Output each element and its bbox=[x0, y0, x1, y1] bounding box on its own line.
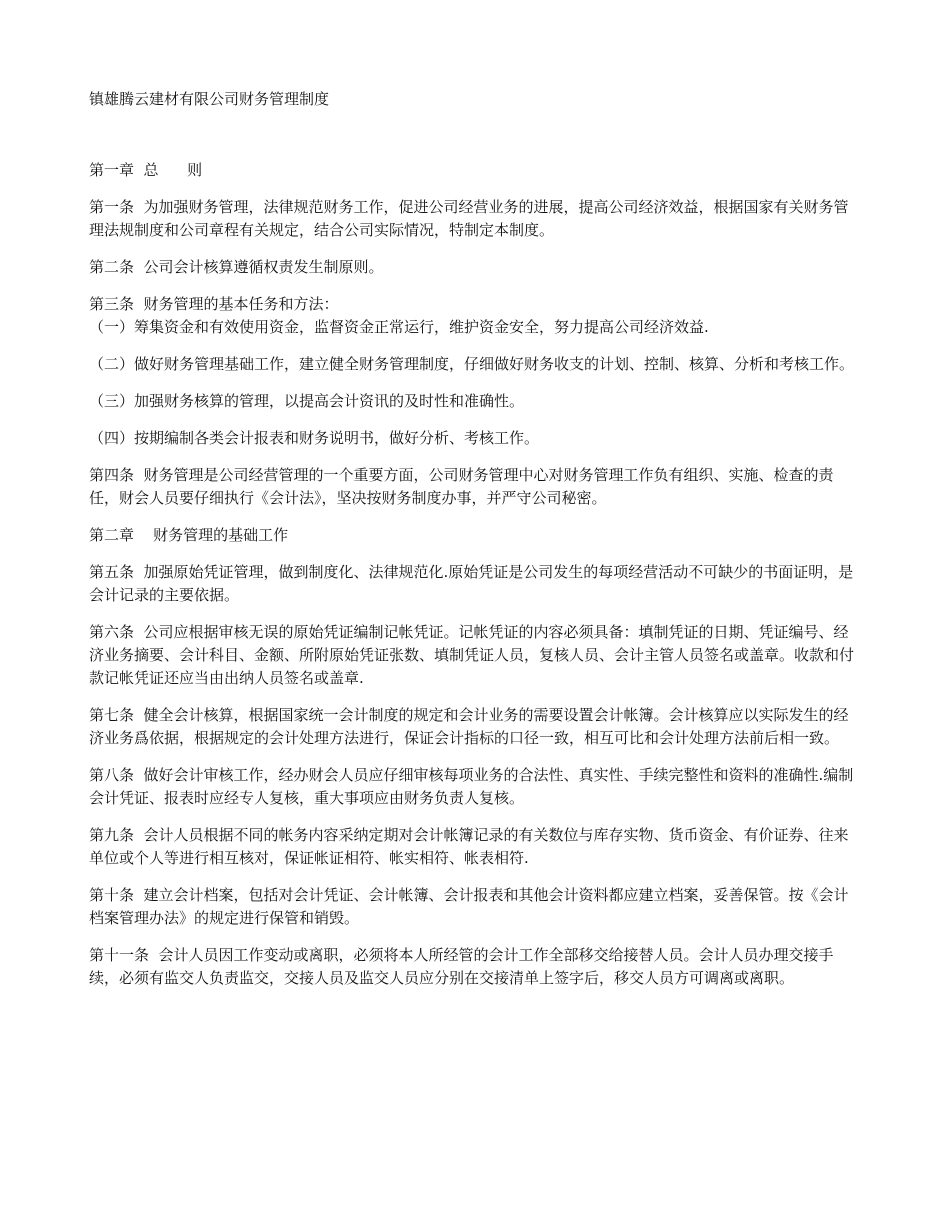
article-1: 第一条 为加强财务管理，法律规范财务工作，促进公司经营业务的进展，提高公司经济效益，根据国家有关财务管理法规制度和公司章程有关规定，结合公司实际情况，特制定本制度。 bbox=[89, 198, 849, 239]
document-title: 镇雄腾云建材有限公司财务管理制度 bbox=[89, 90, 330, 108]
document-page bbox=[89, 88, 859, 1004]
article-3-item-1: （一）筹集资金和有效使用资金，监督资金正常运行，维护资金安全，努力提高公司经济效益. bbox=[89, 318, 709, 336]
article-2: 第二条 公司会计核算遵循权责发生制原则。 bbox=[89, 258, 384, 276]
article-11: 第十一条 会计人员因工作变动或离职，必须将本人所经管的会计工作全部移交给接替人员。会计人员办理交接手续，必须有监交人负责监交，交接人员及监交人员应分别在交接清单上签字后，移交人员方可调离或离职。 bbox=[89, 946, 834, 987]
article-5: 第五条 加强原始凭证管理，做到制度化、法律规范化.原始凭证是公司发生的每项经营活动不可缺少的书面证明，是会计记录的主要依据。 bbox=[89, 563, 854, 604]
article-8: 第八条 做好会计审核工作，经办财会人员应仔细审核每项业务的合法性、真实性、手续完整性和资料的准确性.编制会计凭证、报表时应经专人复核，重大事项应由财务负责人复核。 bbox=[89, 766, 854, 807]
article-4: 第四条 财务管理是公司经营管理的一个重要方面，公司财务管理中心对财务管理工作负有组织、实施、检查的责任，财会人员要仔细执行《会计法》，坚决按财务制度办事，并严守公司秘密。 bbox=[89, 466, 834, 507]
chapter-1-heading: 第一章 总 则 bbox=[89, 161, 203, 179]
article-10: 第十条 建立会计档案，包括对会计凭证、会计帐簿、会计报表和其他会计资料都应建立档案，妥善保管。按《会计档案管理办法》的规定进行保管和销毁。 bbox=[89, 886, 849, 927]
article-6: 第六条 公司应根据审核无误的原始凭证编制记帐凭证。记帐凭证的内容必须具备：填制凭证的日期、凭证编号、经济业务摘要、会计科目、金额、所附原始凭证张数、填制凭证人员，复核人员、会计主管人员签名或盖章。收款和付款记帐凭证还应当由出纳人员签名或盖章. bbox=[89, 623, 855, 687]
article-3-item-3: （三）加强财务核算的管理，以提高会计资讯的及时性和准确性。 bbox=[89, 392, 525, 410]
chapter-2-heading: 第二章 财务管理的基础工作 bbox=[89, 526, 289, 544]
article-3-item-4: （四）按期编制各类会计报表和财务说明书，做好分析、考核工作。 bbox=[89, 429, 540, 447]
article-7: 第七条 健全会计核算，根据国家统一会计制度的规定和会计业务的需要设置会计帐簿。会计核算应以实际发生的经济业务爲依据，根据规定的会计处理方法进行，保证会计指标的口径一致，相互可比和会计处理方法前后相一致。 bbox=[89, 706, 849, 747]
article-9: 第九条 会计人员根据不同的帐务内容采纳定期对会计帐簿记录的有关数位与库存实物、货币资金、有价证券、往来单位或个人等进行相互核对，保证帐证相符、帐实相符、帐表相符. bbox=[89, 826, 849, 867]
article-3: 第三条 财务管理的基本任务和方法： bbox=[89, 295, 339, 313]
article-3-item-2: （二）做好财务管理基础工作，建立健全财务管理制度，仔细做好财务收支的计划、控制、核算、分析和考核工作。 bbox=[89, 355, 855, 373]
